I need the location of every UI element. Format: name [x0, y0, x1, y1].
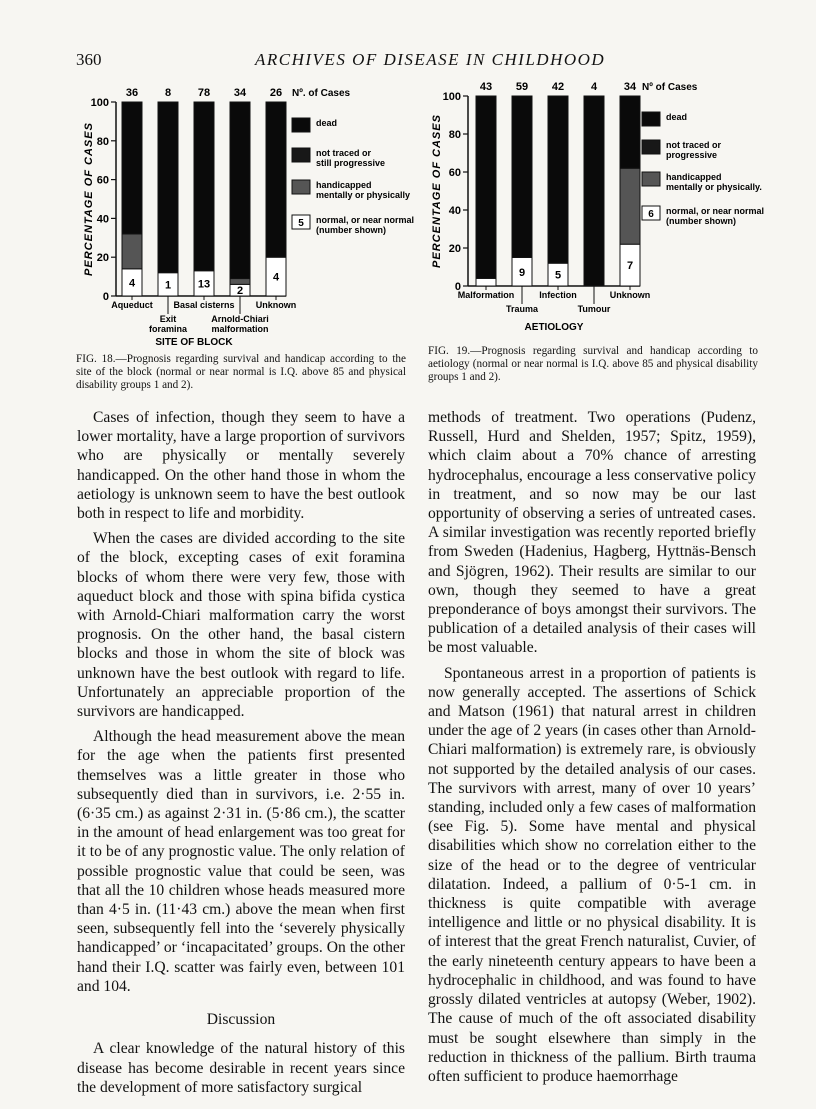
- paragraph: Although the head measurement above the mean for the age when the patients first presented themselves was a little greater in those who subsequently died than in survivors, i.e. 2·55 in. (6·35 cm.) as against 2·31 in. (5·86 cm.), the scatter in the amount of head enlargement was too great for it to be of any prognostic value. The only relation of possible prognostic value that could be seen, was that all the 10 children whose heads measured more than 4·5 in. (11·43 cm.) above the mean when first seen, subsequently fell into the ‘severely physically handicapped’ or ‘incapacitated’ groups. On the other hand their I.Q. scatter was fairly even, between 101 and 104.: [77, 728, 405, 995]
- legend-not-traced-swatch: [292, 148, 310, 162]
- legend-dead-swatch: [642, 112, 660, 126]
- case-count-label: 43: [479, 81, 493, 93]
- case-count-label: 26: [269, 87, 283, 99]
- y-tick-label: 20: [96, 252, 109, 265]
- legend-normal-label: (number shown): [666, 216, 736, 226]
- category-label: Exit: [159, 314, 177, 324]
- bar-segment-3: [266, 102, 286, 257]
- y-tick-label: 80: [448, 129, 461, 141]
- bar-segment-3: [122, 102, 142, 234]
- y-tick-label: 40: [448, 205, 461, 217]
- case-count-label: 36: [125, 87, 139, 99]
- legend-handicapped-swatch: [642, 172, 660, 186]
- legend-not-traced-label: still progressive: [316, 158, 386, 168]
- bar-segment-3: [230, 102, 250, 279]
- y-tick-label: 0: [102, 291, 109, 303]
- legend-not-traced-label: progressive: [666, 150, 718, 160]
- legend-dead-label: dead: [316, 118, 338, 128]
- legend-handicapped-label: handicapped: [666, 172, 722, 182]
- legend-normal-label: normal, or near normal: [316, 215, 415, 225]
- case-count-label: 34: [233, 87, 247, 99]
- paragraph: When the cases are divided according to the site of the block, excepting cases of exit foramina blocks of whom there were very few, those with aqueduct block and those with spina bifida cystica with Arnold-Chiari malformation carry the worst prognosis. On the other hand, the basal cistern blocks and those in whom the site of block was unknown have the best outlook with regard to life. Unfortunately an appreciable proportion of the survivors are handicapped.: [77, 530, 405, 721]
- y-tick-label: 20: [448, 243, 461, 255]
- case-count-label: 78: [197, 87, 211, 99]
- y-tick-label: 0: [454, 281, 461, 293]
- page-number: 360: [76, 50, 102, 69]
- y-tick-label: 60: [96, 174, 109, 187]
- bar-segment-3: [512, 96, 532, 258]
- y-tick-label: 100: [442, 91, 461, 103]
- paragraph: methods of treatment. Two operations (Pudenz, Russell, Hurd and Shelden, 1957; Spitz, 1959), which claim about a 70% chance of arresting hydrocephalus, encourage a less conservative policy in treatment, and so now may be our last opportunity of observing a series of untreated cases. A similar investigation was recently reported briefly from Sweden (Hadenius, Hagberg, Hyttnäs-Bensch and Sjögren, 1962). Their results are similar to our own, though they seemed to have a great preponderance of boys amongst their survivors. The publication of a detailed analysis of their cases will be most valuable.: [428, 409, 756, 657]
- paragraph: A clear knowledge of the natural history of this disease has become desirable in recent years since the development of more satisfactory surgical: [77, 1040, 405, 1096]
- bar-segment-3: [476, 96, 496, 278]
- normal-count-label: 5: [554, 269, 562, 282]
- bar-segment-1: [122, 234, 142, 269]
- category-label: Aqueduct: [111, 300, 153, 310]
- figure-19: [428, 78, 768, 340]
- bar-segment-1: [620, 168, 640, 244]
- y-axis-label: PERCENTAGE OF CASES: [431, 114, 443, 268]
- section-heading: Discussion: [206, 1011, 276, 1029]
- x-axis-label: SITE OF BLOCK: [155, 337, 233, 348]
- bar-segment-1: [230, 279, 250, 285]
- figure-18-caption: FIG. 18.—Prognosis regarding survival and handicap according to the site of the block (normal or near normal is I.Q. above 85 and physical disability groups 1 and 2).: [76, 353, 406, 391]
- category-label: Arnold-Chiari: [211, 314, 269, 324]
- paragraph: Spontaneous arrest in a proportion of patients is now generally accepted. The assertions of Schick and Matson (1961) that natural arrest in children under the age of 2 years (in cases other than Arnold-Chiari malformation) is extremely rare, is obviously not supported by the detailed analysis of our cases. The survivors with arrest, many of over 10 years’ standing, included only a few cases of malformation (see Fig. 5). Some have mental and physical disabilities which show no correlation either to the size of the head or to the degree of ventricular dilatation. Indeed, a pallium of 0·5-1 cm. in thickness is quite compatible with average intelligence and little or no physical disability. It is of interest that the great French naturalist, Cuvier, of the early nineteenth century appears to have been a hydrocephalic in childhood, and was found to have grossly dilated ventricles at autopsy (Weber, 1902). The cause of much of the oft associated disability must be sought elsewhere than simply in the reduction in thickness of the pallium. Birth trauma often sufficient to produce haemorrhage: [428, 664, 756, 1085]
- case-count-label: 42: [551, 81, 565, 93]
- x-axis-label: AETIOLOGY: [524, 322, 584, 333]
- category-label: Malformation: [457, 290, 515, 300]
- category-label: foramina: [148, 324, 188, 334]
- legend-normal-example: 6: [648, 209, 654, 220]
- legend-normal-example: 5: [298, 218, 304, 229]
- normal-count-label: 1: [164, 279, 172, 292]
- case-count-label: 4: [590, 81, 598, 93]
- y-tick-label: 80: [96, 135, 109, 148]
- paragraph: Cases of infection, though they seem to have a lower mortality, have a large proportion of survivors who are physically or mentally severely handicapped. On the other hand those in whom the aetiology is unknown seem to have the best outlook both in respect to life and morbidity.: [77, 409, 405, 523]
- figure-19-chart: [428, 78, 768, 340]
- legend-handicapped-label: handicapped: [316, 180, 372, 190]
- bar-segment-0: [476, 278, 496, 286]
- legend-handicapped-swatch: [292, 180, 310, 194]
- legend-dead-label: dead: [666, 112, 688, 122]
- legend-dead-swatch: [292, 118, 310, 132]
- case-count-label: 59: [515, 81, 529, 93]
- figure-18: [78, 80, 415, 350]
- category-label: Unknown: [609, 290, 651, 300]
- case-count-label: 8: [164, 87, 172, 99]
- y-tick-label: 60: [448, 167, 461, 179]
- y-tick-label: 40: [96, 213, 109, 226]
- category-label: Unknown: [255, 300, 297, 310]
- figure-18-chart: [78, 80, 415, 350]
- bar-segment-3: [194, 102, 214, 271]
- normal-count-label: 9: [518, 266, 526, 279]
- legend-normal-label: (number shown): [316, 225, 386, 235]
- y-tick-label: 100: [90, 97, 109, 109]
- category-label: Basal cisterns: [173, 300, 235, 310]
- category-label: Tumour: [577, 304, 611, 314]
- journal-title: ARCHIVES OF DISEASE IN CHILDHOOD: [255, 50, 606, 69]
- legend-not-traced-label: not traced or: [316, 148, 372, 158]
- normal-count-label: 4: [128, 277, 136, 290]
- bar-segment-3: [584, 96, 604, 286]
- normal-count-label: 4: [272, 271, 280, 284]
- bar-segment-3: [620, 96, 640, 168]
- legend-not-traced-label: not traced or: [666, 140, 722, 150]
- normal-count-label: 7: [626, 260, 634, 273]
- legend-handicapped-label: mentally or physically: [316, 190, 411, 200]
- legend-not-traced-swatch: [642, 140, 660, 154]
- cases-header: Nº. of Cases: [292, 88, 351, 99]
- bar-segment-3: [548, 96, 568, 263]
- y-axis-label: PERCENTAGE OF CASES: [83, 122, 95, 276]
- left-column: [77, 408, 405, 1103]
- legend-handicapped-label: mentally or physically.: [666, 182, 762, 192]
- figure-19-caption: FIG. 19.—Prognosis regarding survival and handicap according to aetiology (normal or near normal is I.Q. above 85 and physical disability groups 1 and 2).: [428, 345, 758, 383]
- right-column: [428, 408, 756, 1092]
- category-label: Infection: [539, 290, 577, 300]
- normal-count-label: 13: [197, 278, 211, 291]
- cases-header: Nº of Cases: [642, 82, 698, 93]
- legend-normal-label: normal, or near normal: [666, 206, 765, 216]
- case-count-label: 34: [623, 81, 637, 93]
- category-label: Trauma: [505, 304, 539, 314]
- normal-count-label: 2: [236, 285, 244, 298]
- category-label: malformation: [211, 324, 269, 334]
- bar-segment-3: [158, 102, 178, 273]
